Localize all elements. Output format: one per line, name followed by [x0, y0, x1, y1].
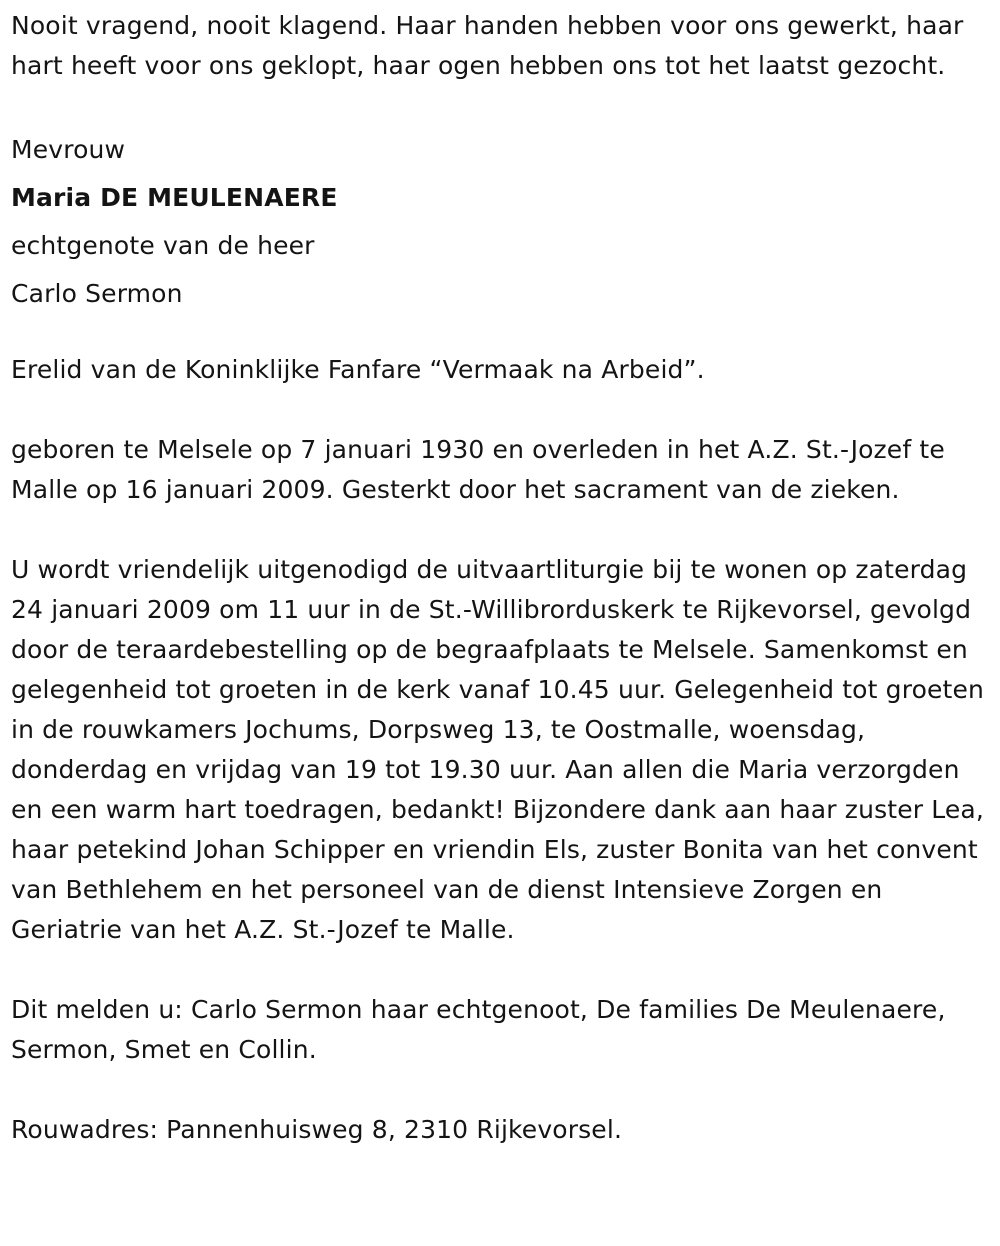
- obituary-notice: [11, 6, 986, 1150]
- family-announcement: Dit melden u: Carlo Sermon haar echtgenoot, De families De Meulenaere, Sermon, Smet en Collin.: [11, 995, 946, 1064]
- relation-text: echtgenote van de heer: [11, 231, 315, 260]
- deceased-name: Maria DE MEULENAERE: [11, 183, 338, 212]
- intro-quote: Nooit vragend, nooit klagend. Haar handen hebben voor ons gewerkt, haar hart heeft voor ons geklopt, haar ogen hebben ons tot het laatst gezocht.: [11, 11, 964, 80]
- birth-death-info: geboren te Melsele op 7 januari 1930 en overleden in het A.Z. St.-Jozef te Malle op 16 januari 2009. Gesterkt door het sacrament van de zieken.: [11, 435, 945, 504]
- honorary-membership: Erelid van de Koninklijke Fanfare “Vermaak na Arbeid”.: [11, 355, 705, 384]
- salutation: Mevrouw: [11, 135, 126, 164]
- mourning-address: Rouwadres: Pannenhuisweg 8, 2310 Rijkevorsel.: [11, 1115, 623, 1144]
- spouse-name: Carlo Sermon: [11, 279, 183, 308]
- funeral-invitation: U wordt vriendelijk uitgenodigd de uitvaartliturgie bij te wonen op zaterdag 24 januari 2009 om 11 uur in de St.-Willibrorduskerk te Rijkevorsel, gevolgd door de teraardebestelling op de begraafplaats te Melsele. Samenkomst en gelegenheid tot groeten in de kerk vanaf 10.45 uur. Gelegenheid tot groeten in de rouwkamers Jochums, Dorpsweg 13, te Oostmalle, woensdag, donderdag en vrijdag van 19 tot 19.30 uur. Aan allen die Maria verzorgden en een warm hart toedragen, bedankt! Bijzondere dank aan haar zuster Lea, haar petekind Johan Schipper en vriendin Els, zuster Bonita van het convent van Bethlehem en het personeel van de dienst Intensieve Zorgen en Geriatrie van het A.Z. St.-Jozef te Malle.: [11, 555, 985, 944]
